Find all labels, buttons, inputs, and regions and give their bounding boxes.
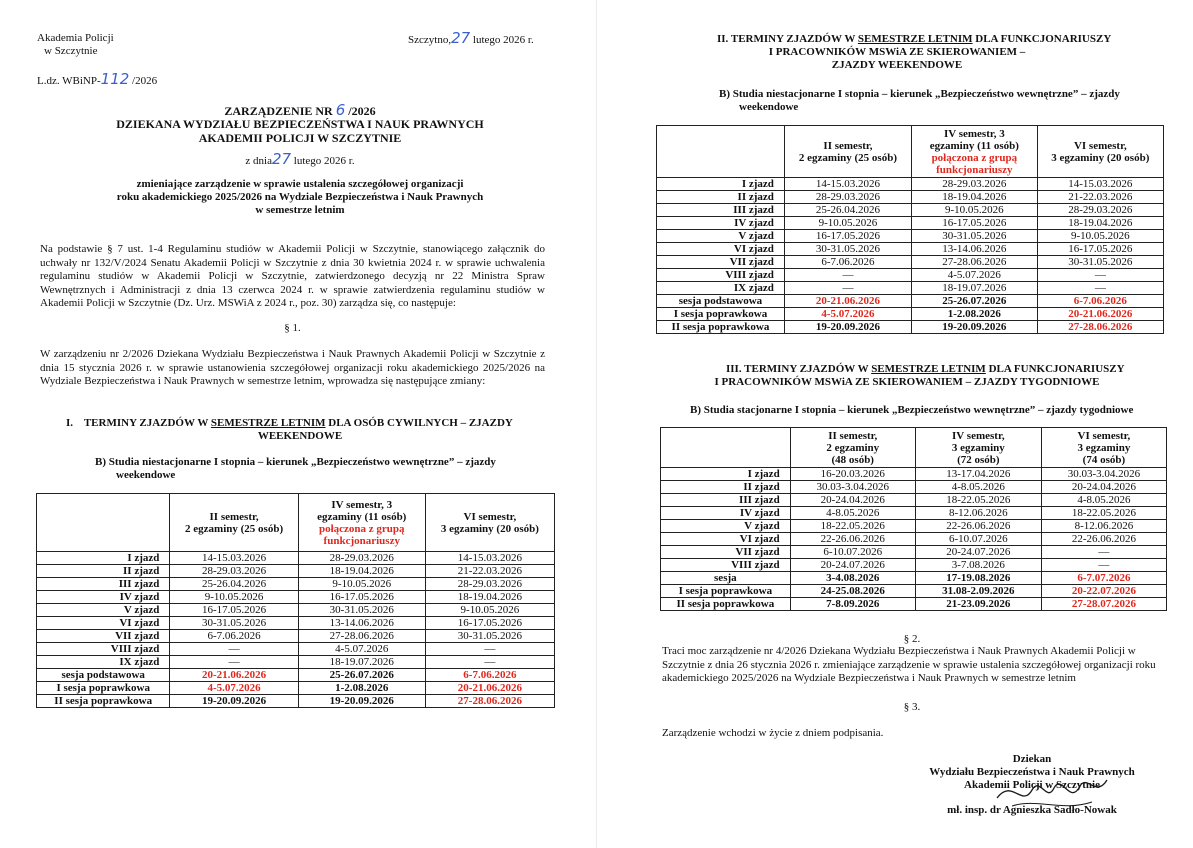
weekend-schedule-table-officers — [656, 125, 1164, 334]
institution-line-2: w Szczytnie — [44, 45, 98, 57]
session-cell: 6-7.07.2026 — [1041, 572, 1166, 585]
row-label: II zjazd — [661, 481, 791, 494]
place-date-suffix: lutego 2026 r. — [472, 34, 534, 46]
table-cell: 25-26.04.2026 — [170, 578, 298, 591]
section-3-underlined: SEMESTRZE LETNIM — [871, 363, 986, 375]
row-label: VII zjazd — [37, 630, 170, 643]
order-date — [40, 150, 560, 168]
row-label: VI zjazd — [657, 243, 785, 256]
table-cell: 9-10.05.2026 — [784, 217, 911, 230]
table-row — [37, 656, 555, 669]
table-cell: 6-10.07.2026 — [790, 546, 915, 559]
session-cell: 6-7.06.2026 — [425, 669, 554, 682]
table-row — [661, 468, 1167, 481]
table-row — [37, 617, 555, 630]
row-label: IV zjazd — [657, 217, 785, 230]
row-label: I zjazd — [657, 178, 785, 191]
table-cell: 16-20.03.2026 — [790, 468, 915, 481]
signature-name: mł. insp. dr Agnieszka Sadło-Nowak — [947, 804, 1117, 816]
header-line: (74 osób) — [1082, 453, 1126, 466]
session-label: I sesja poprawkowa — [657, 308, 785, 321]
table-row — [661, 533, 1167, 546]
table-cell: 20-24.07.2026 — [790, 559, 915, 572]
table-cell: 16-17.05.2026 — [912, 217, 1038, 230]
table-cell: 30-31.05.2026 — [170, 617, 298, 630]
session-label: I sesja poprawkowa — [37, 682, 170, 695]
header-line: 2 egzaminy (25 osób) — [798, 151, 897, 164]
subject-line-2: roku akademickiego 2025/2026 na Wydziale Bezpieczeństwa i Nauk Prawnych — [116, 191, 484, 203]
header-line: IV semestr, 3 — [943, 127, 1005, 140]
table-cell: 9-10.05.2026 — [170, 591, 298, 604]
order-date-suffix: lutego 2026 r. — [293, 155, 355, 167]
section-3-pre: III. TERMINY ZJAZDÓW W — [726, 363, 869, 375]
order-date-prefix: z dnia — [245, 155, 272, 167]
session-cell: 6-7.06.2026 — [1037, 295, 1163, 308]
session-label: II sesja poprawkowa — [661, 598, 791, 611]
session-row — [657, 308, 1164, 321]
table-cell: 13-14.06.2026 — [912, 243, 1038, 256]
table-cell: 20-24.07.2026 — [915, 546, 1041, 559]
table-cell: 8-12.06.2026 — [915, 507, 1041, 520]
preamble: Na podstawie § 7 ust. 1-4 Regulaminu studiów w Akademii Policji w Szczytnie, stanowiącego załącznik do uchwały nr 132/V/2024 Senatu Akademii Policji w Szczytnie z dnia 30 kwietnia 2024 r. w sprawie uchwalenia regulaminu studiów w Akademii Policji w Szczytnie, zatwierdzonego decyzją nr 22 Ministra Spraw Wewnętrznych i Administracji z dnia 13 czerwca 2024 r. w sprawie zatwierdzenia regulaminu studiów w Akademii Policji w Szczytnie (Dz. Urz. MSWiA z 2024 r., poz. 30) zarządza się, co następuje: — [40, 243, 545, 309]
header-line: 3 egzaminy (20 osób) — [440, 522, 539, 535]
table-cell: 14-15.03.2026 — [170, 552, 298, 565]
table-cell: 22-26.06.2026 — [790, 533, 915, 546]
section-1-pre: TERMINY ZJAZDÓW W — [83, 417, 209, 429]
row-label: II zjazd — [657, 191, 785, 204]
row-label: VII zjazd — [657, 256, 785, 269]
paragraph-3-heading: § 3. — [903, 701, 921, 713]
session-label: sesja podstawowa — [657, 295, 785, 308]
header-line: VI semestr, — [1073, 139, 1127, 152]
session-cell: 4-5.07.2026 — [170, 682, 298, 695]
session-row — [657, 321, 1164, 334]
ldz-num: 112 — [100, 70, 130, 88]
table-cell: 30-31.05.2026 — [1037, 256, 1163, 269]
header-line: VI semestr, — [463, 510, 517, 523]
table-cell: 3-7.08.2026 — [915, 559, 1041, 572]
session-cell: 19-20.09.2026 — [912, 321, 1038, 334]
table-cell: 9-10.05.2026 — [425, 604, 554, 617]
table-cell: 28-29.03.2026 — [912, 178, 1038, 191]
session-cell: 7-8.09.2026 — [790, 598, 915, 611]
table-cell: 4-8.05.2026 — [915, 481, 1041, 494]
section-2-heading — [717, 33, 1111, 46]
header-line: II semestr, — [823, 139, 873, 152]
table-row — [661, 546, 1167, 559]
table-row — [37, 591, 555, 604]
paragraph-2-heading: § 2. — [903, 633, 921, 645]
section-1-heading — [66, 417, 513, 430]
header-line: 3 egzaminy (20 osób) — [1051, 151, 1150, 164]
order-number: 6 — [335, 101, 346, 119]
table-cell: 27-28.06.2026 — [912, 256, 1038, 269]
section-2-pre: II. TERMINY ZJAZDÓW W — [717, 33, 856, 45]
weekly-schedule-table-officers — [660, 427, 1167, 611]
order-date-day: 27 — [271, 150, 292, 168]
table-row — [37, 565, 555, 578]
right-page — [597, 0, 1193, 848]
section-3-heading — [726, 363, 1125, 376]
row-label: VIII zjazd — [661, 559, 791, 572]
row-label: II zjazd — [37, 565, 170, 578]
header-line: IV semestr, — [952, 429, 1005, 442]
session-cell: 1-2.08.2026 — [298, 682, 425, 695]
signature-academy: Akademii Policji w Szczytnie — [964, 779, 1100, 791]
table-cell: 20-24.04.2026 — [790, 494, 915, 507]
header-line: IV semestr, 3 — [331, 498, 393, 511]
session-cell: 25-26.07.2026 — [298, 669, 425, 682]
table-cell: 27-28.06.2026 — [298, 630, 425, 643]
row-label: VIII zjazd — [37, 643, 170, 656]
session-cell: 21-23.09.2026 — [915, 598, 1041, 611]
row-label: V zjazd — [37, 604, 170, 617]
session-cell: 4-5.07.2026 — [784, 308, 911, 321]
table-cell: 13-14.06.2026 — [298, 617, 425, 630]
table-row — [661, 520, 1167, 533]
session-row — [661, 598, 1167, 611]
table-cell: — — [784, 269, 911, 282]
table-cell: 6-7.06.2026 — [170, 630, 298, 643]
table-cell: 4-8.05.2026 — [790, 507, 915, 520]
row-label: I zjazd — [37, 552, 170, 565]
section-3-subheading: B) Studia stacjonarne I stopnia – kierunek „Bezpieczeństwo wewnętrzne” – zjazdy tygodniowe — [690, 404, 1134, 416]
section-2-post: DLA FUNKCJONARIUSZY — [975, 33, 1112, 45]
session-label: I sesja poprawkowa — [661, 585, 791, 598]
session-cell: 31.08-2.09.2026 — [915, 585, 1041, 598]
table-row — [657, 178, 1164, 191]
table-header-cell — [170, 494, 298, 552]
table-row — [661, 559, 1167, 572]
session-label: II sesja poprawkowa — [657, 321, 785, 334]
session-cell: 27-28.06.2026 — [1037, 321, 1163, 334]
session-cell: 19-20.09.2026 — [784, 321, 911, 334]
place-date-day: 27 — [451, 29, 471, 47]
session-cell: 20-21.06.2026 — [170, 669, 298, 682]
session-cell: 27-28.06.2026 — [425, 695, 554, 708]
row-label: VI zjazd — [37, 617, 170, 630]
table-cell: 16-17.05.2026 — [1037, 243, 1163, 256]
session-row — [661, 572, 1167, 585]
section-3-heading-line-2: I PRACOWNIKÓW MSWiA ZE SKIEROWANIEM – ZJAZDY TYGODNIOWE — [714, 376, 1100, 388]
row-label: V zjazd — [657, 230, 785, 243]
table-cell: 18-19.07.2026 — [298, 656, 425, 669]
order-title-line-1 — [40, 103, 560, 118]
table-header-cell — [912, 126, 1038, 178]
table-row — [37, 643, 555, 656]
header-line: VI semestr, — [1077, 429, 1131, 442]
row-label: IX zjazd — [37, 656, 170, 669]
header-note: funkcjonariuszy — [323, 534, 400, 547]
header-line: 3 egzaminy — [1077, 441, 1131, 454]
header-line: egzaminy (11 osób) — [929, 139, 1019, 152]
table-header-cell — [1037, 126, 1163, 178]
table-cell: 6-10.07.2026 — [915, 533, 1041, 546]
table-cell: 28-29.03.2026 — [1037, 204, 1163, 217]
table-cell: — — [1037, 269, 1163, 282]
header-line: 3 egzaminy — [951, 441, 1005, 454]
table-cell: 9-10.05.2026 — [298, 578, 425, 591]
section-1-underlined: SEMESTRZE LETNIM — [210, 417, 326, 429]
signature-title: Dziekan — [1012, 753, 1052, 765]
section-1-heading-line-2: WEEKENDOWE — [257, 430, 343, 442]
table-cell: 20-24.04.2026 — [1041, 481, 1166, 494]
table-cell: 28-29.03.2026 — [425, 578, 554, 591]
table-cell: 16-17.05.2026 — [425, 617, 554, 630]
table-cell: 22-26.06.2026 — [1041, 533, 1166, 546]
paragraph-2-text: Traci moc zarządzenie nr 4/2026 Dziekana Wydziału Bezpieczeństwa i Nauk Prawnych Akademii Policji w Szczytnie z dnia 26 stycznia 2026 r. zmieniające zarządzenie w sprawie ustalenia szczegółowej organizacji roku akademickiego 2025/2026 na Wydziale Bezpieczeństwa i Nauk Prawnych w semestrze letnim — [662, 645, 1156, 684]
weekend-schedule-table-civil — [36, 493, 555, 708]
row-label: V zjazd — [661, 520, 791, 533]
table-row — [657, 243, 1164, 256]
table-cell: 16-17.05.2026 — [784, 230, 911, 243]
section-1-subheading-line-1: B) Studia niestacjonarne I stopnia – kierunek „Bezpieczeństwo wewnętrzne” – zjazdy — [95, 456, 496, 468]
order-title-prefix: ZARZĄDZENIE NR — [224, 104, 333, 118]
table-row — [661, 481, 1167, 494]
session-cell: 27-28.07.2026 — [1041, 598, 1166, 611]
section-1-post: DLA OSÓB CYWILNYCH – ZJAZDY — [328, 417, 513, 429]
table-cell: — — [170, 643, 298, 656]
ldz-prefix: L.dz. WBiNP- — [37, 75, 101, 87]
table-cell: 30-31.05.2026 — [784, 243, 911, 256]
subject-line-1: zmieniające zarządzenie w sprawie ustalenia szczegółowej organizacji — [136, 178, 464, 190]
table-row — [657, 204, 1164, 217]
order-title-line-3: AKADEMII POLICJI W SZCZYTNIE — [198, 131, 402, 145]
session-cell: 20-21.06.2026 — [784, 295, 911, 308]
table-cell: 6-7.06.2026 — [784, 256, 911, 269]
session-cell: 3-4.08.2026 — [790, 572, 915, 585]
table-cell: 18-19.04.2026 — [425, 591, 554, 604]
table-row — [37, 604, 555, 617]
table-row — [37, 552, 555, 565]
row-label: I zjazd — [661, 468, 791, 481]
row-label: VIII zjazd — [657, 269, 785, 282]
row-label: III zjazd — [657, 204, 785, 217]
session-cell: 20-21.06.2026 — [425, 682, 554, 695]
ldz-number — [37, 70, 158, 88]
session-row — [37, 669, 555, 682]
table-row — [657, 217, 1164, 230]
place-date-prefix: Szczytno, — [408, 34, 452, 46]
session-row — [661, 585, 1167, 598]
table-header-cell — [784, 126, 911, 178]
header-line: 2 egzaminy (25 osób) — [185, 522, 284, 535]
table-cell: — — [784, 282, 911, 295]
left-page — [0, 0, 596, 848]
header-line: II semestr, — [828, 429, 878, 442]
table-header-row — [37, 494, 555, 552]
table-row — [657, 230, 1164, 243]
table-cell: 8-12.06.2026 — [1041, 520, 1166, 533]
section-1-number: I. — [66, 417, 74, 429]
header-note: połączona z grupą — [318, 522, 405, 535]
table-cell: 9-10.05.2026 — [1037, 230, 1163, 243]
table-cell: — — [1041, 559, 1166, 572]
table-cell: 28-29.03.2026 — [298, 552, 425, 565]
table-header-corner — [657, 126, 785, 178]
table-cell: 14-15.03.2026 — [425, 552, 554, 565]
session-row — [37, 695, 555, 708]
table-cell: 30-31.05.2026 — [912, 230, 1038, 243]
table-cell: 18-19.04.2026 — [298, 565, 425, 578]
session-cell: 20-21.06.2026 — [1037, 308, 1163, 321]
table-row — [661, 494, 1167, 507]
table-cell: 18-22.05.2026 — [790, 520, 915, 533]
session-cell: 19-20.09.2026 — [298, 695, 425, 708]
table-cell: 25-26.04.2026 — [784, 204, 911, 217]
table-cell: 21-22.03.2026 — [425, 565, 554, 578]
session-label: II sesja poprawkowa — [37, 695, 170, 708]
table-cell: 28-29.03.2026 — [170, 565, 298, 578]
order-title-line-2: DZIEKANA WYDZIAŁU BEZPIECZEŃSTWA I NAUK PRAWNYCH — [116, 117, 484, 131]
session-row — [657, 295, 1164, 308]
signature-faculty: Wydziału Bezpieczeństwa i Nauk Prawnych — [929, 766, 1135, 778]
row-label: IV zjazd — [661, 507, 791, 520]
paragraph-3-text: Zarządzenie wchodzi w życie z dniem podpisania. — [662, 727, 884, 739]
table-cell: 9-10.05.2026 — [912, 204, 1038, 217]
section-2-heading-line-3: ZJAZDY WEEKENDOWE — [831, 59, 963, 71]
session-row — [37, 682, 555, 695]
session-cell: 19-20.09.2026 — [170, 695, 298, 708]
table-cell: 18-19.04.2026 — [1037, 217, 1163, 230]
table-cell: 30.03-3.04.2026 — [790, 481, 915, 494]
header-line: II semestr, — [209, 510, 259, 523]
table-row — [657, 282, 1164, 295]
paragraph-1-heading: § 1. — [284, 322, 301, 334]
table-header-corner — [661, 428, 791, 468]
table-header-cell — [790, 428, 915, 468]
header-line: (72 osób) — [957, 453, 1000, 466]
header-line: egzaminy (11 osób) — [317, 510, 407, 523]
row-label: III zjazd — [37, 578, 170, 591]
section-2-underlined: SEMESTRZE LETNIM — [857, 33, 973, 45]
table-cell: 18-19.07.2026 — [912, 282, 1038, 295]
row-label: VI zjazd — [661, 533, 791, 546]
header-line: 2 egzaminy — [826, 441, 880, 454]
session-cell: 1-2.08.2026 — [912, 308, 1038, 321]
session-cell: 24-25.08.2026 — [790, 585, 915, 598]
table-row — [661, 507, 1167, 520]
session-cell: 20-22.07.2026 — [1041, 585, 1166, 598]
table-row — [657, 256, 1164, 269]
table-cell: 14-15.03.2026 — [1037, 178, 1163, 191]
table-cell: — — [170, 656, 298, 669]
header-note: połączona z grupą — [931, 151, 1018, 164]
table-cell: 16-17.05.2026 — [298, 591, 425, 604]
section-3-post: DLA FUNKCJONARIUSZY — [988, 363, 1125, 375]
table-cell: 28-29.03.2026 — [784, 191, 911, 204]
order-title-suffix: /2026 — [348, 104, 376, 118]
table-header-cell — [1041, 428, 1166, 468]
table-cell: 16-17.05.2026 — [170, 604, 298, 617]
table-cell: 21-22.03.2026 — [1037, 191, 1163, 204]
table-cell: 14-15.03.2026 — [784, 178, 911, 191]
session-cell: 17-19.08.2026 — [915, 572, 1041, 585]
table-cell: 13-17.04.2026 — [915, 468, 1041, 481]
section-1-subheading-line-2: weekendowe — [116, 469, 176, 481]
session-label: sesja — [661, 572, 791, 585]
table-cell: 4-5.07.2026 — [912, 269, 1038, 282]
subject-line-3: w semestrze letnim — [255, 204, 345, 216]
table-header-cell — [915, 428, 1041, 468]
table-header-corner — [37, 494, 170, 552]
row-label: III zjazd — [661, 494, 791, 507]
table-cell: 22-26.06.2026 — [915, 520, 1041, 533]
paragraph-1-text: W zarządzeniu nr 2/2026 Dziekana Wydziału Bezpieczeństwa i Nauk Prawnych Akademii Policji w Szczytnie z dnia 15 stycznia 2026 r. w sprawie ustanowienia szczegółowej organizacji roku akademickiego 2025/2026 na Wydziale Bezpieczeństwa i Nauk Prawnych w semestrze letnim, wprowadza się następujące zmiany: — [40, 348, 545, 387]
row-label: IV zjazd — [37, 591, 170, 604]
table-row — [37, 630, 555, 643]
table-cell: 30-31.05.2026 — [298, 604, 425, 617]
table-cell: 30-31.05.2026 — [425, 630, 554, 643]
institution-line-1: Akademia Policji — [37, 32, 114, 44]
table-header-cell — [298, 494, 425, 552]
table-cell: — — [1041, 546, 1166, 559]
table-cell: 18-22.05.2026 — [915, 494, 1041, 507]
section-2-subheading-line-1: B) Studia niestacjonarne I stopnia – kierunek „Bezpieczeństwo wewnętrzne” – zjazdy — [719, 88, 1120, 100]
table-cell: — — [425, 643, 554, 656]
table-header-row — [657, 126, 1164, 178]
table-row — [657, 269, 1164, 282]
table-cell: — — [1037, 282, 1163, 295]
table-cell: 18-22.05.2026 — [1041, 507, 1166, 520]
session-cell: 25-26.07.2026 — [912, 295, 1038, 308]
table-header-row — [661, 428, 1167, 468]
session-label: sesja podstawowa — [37, 669, 170, 682]
table-cell: 18-19.04.2026 — [912, 191, 1038, 204]
section-2-subheading-line-2: weekendowe — [739, 101, 799, 113]
row-label: VII zjazd — [661, 546, 791, 559]
table-header-cell — [425, 494, 554, 552]
table-row — [37, 578, 555, 591]
ldz-suffix: /2026 — [132, 75, 158, 87]
table-cell: 4-5.07.2026 — [298, 643, 425, 656]
table-cell: 30.03-3.04.2026 — [1041, 468, 1166, 481]
row-label: IX zjazd — [657, 282, 785, 295]
section-2-heading-line-2: I PRACOWNIKÓW MSWiA ZE SKIEROWANIEM – — [768, 46, 1026, 58]
table-row — [657, 191, 1164, 204]
header-note: funkcjonariuszy — [936, 163, 1013, 176]
table-cell: 4-8.05.2026 — [1041, 494, 1166, 507]
header-line: (48 osób) — [831, 453, 874, 466]
place-date — [408, 29, 534, 47]
table-cell: — — [425, 656, 554, 669]
